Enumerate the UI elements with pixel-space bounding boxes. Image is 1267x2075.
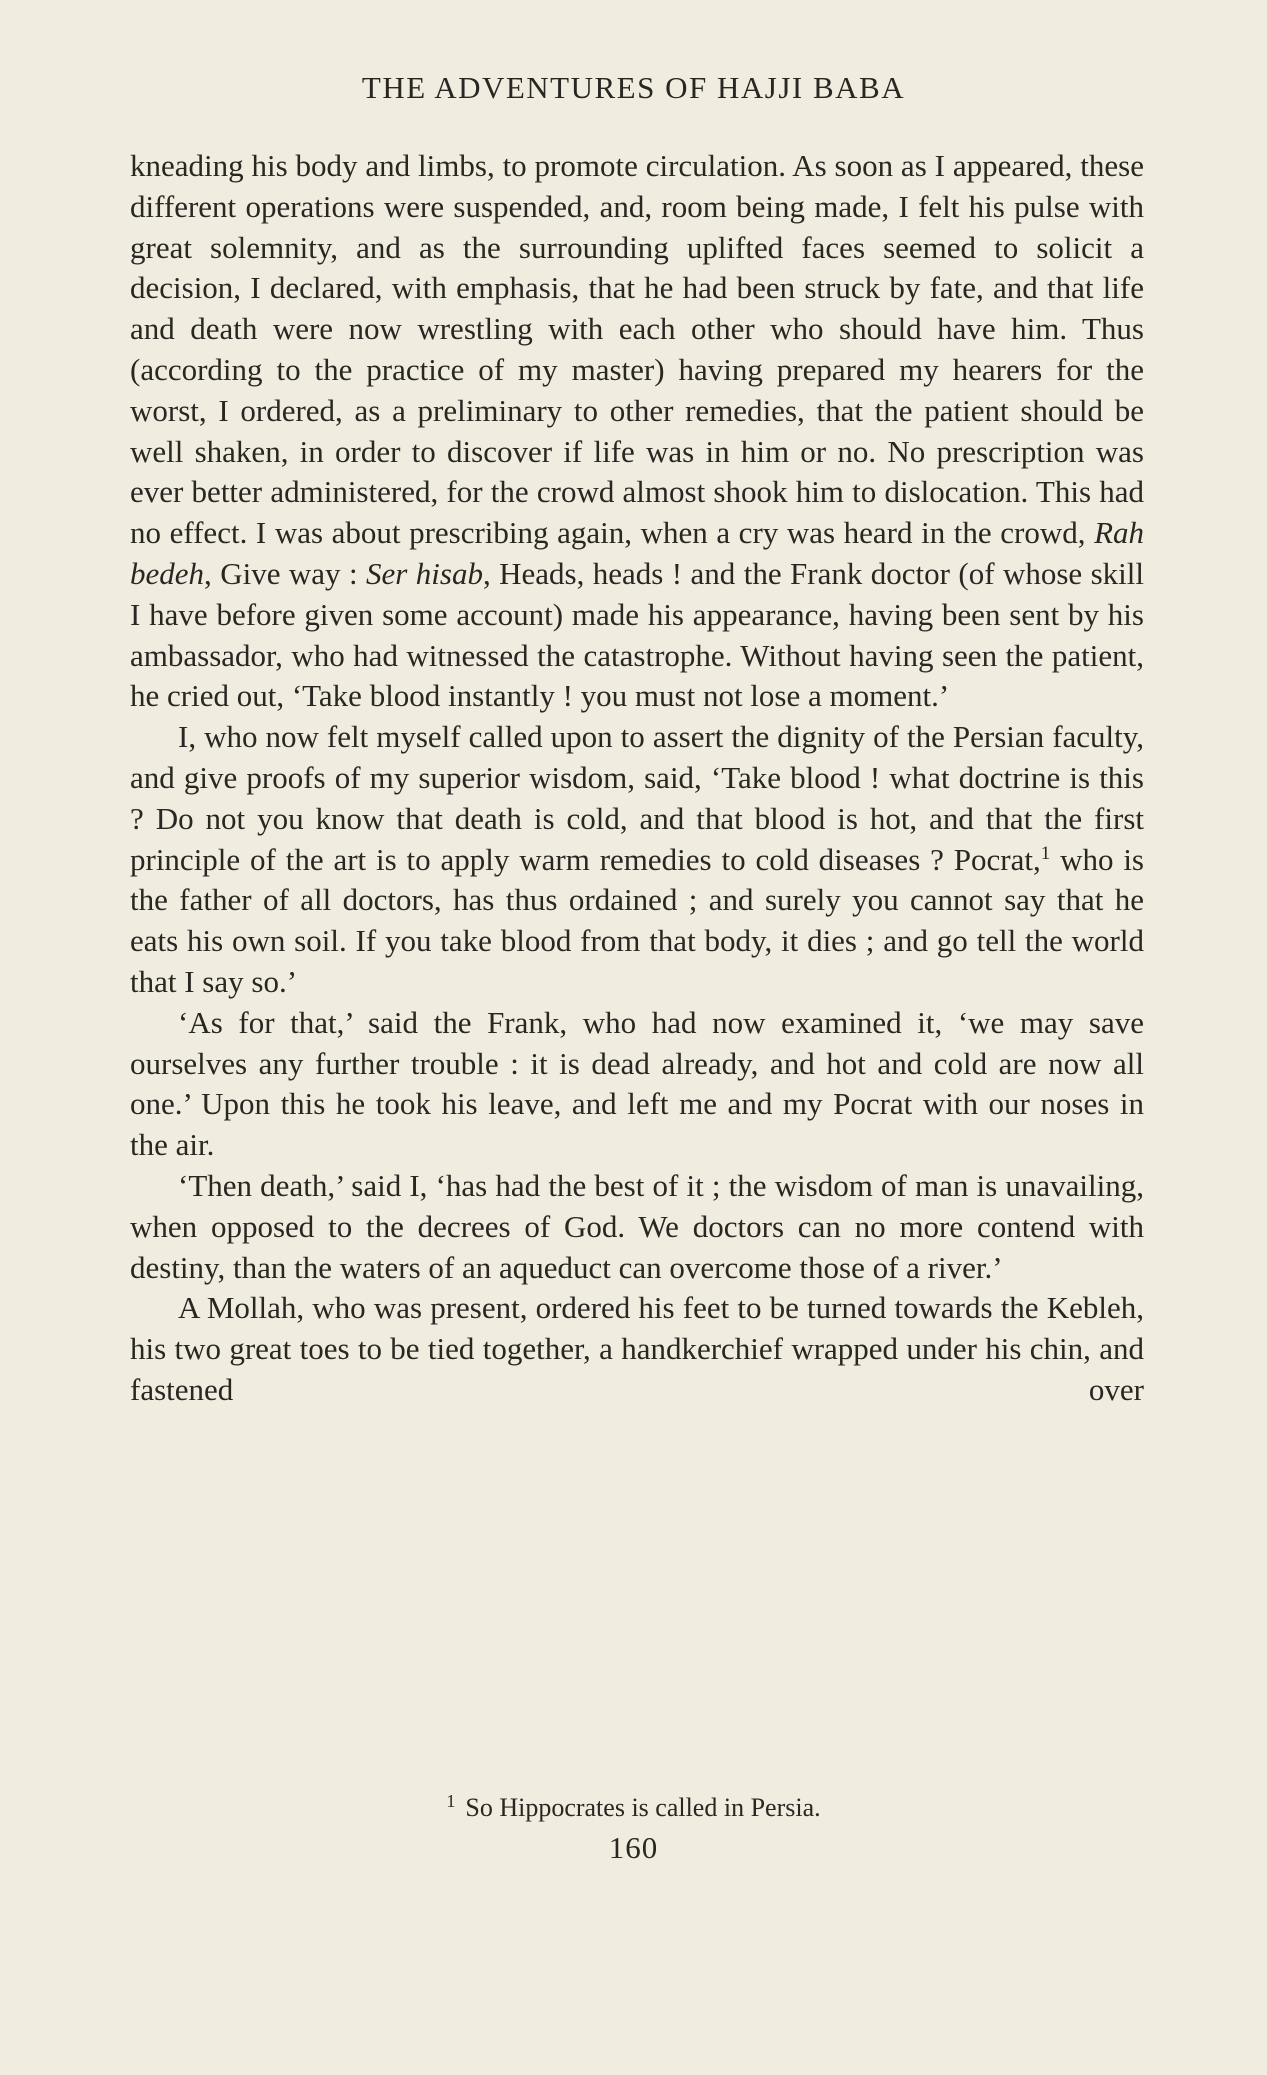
paragraph-1-text-a: kneading his body and limbs, to promote circulation. As soon as I appeared, these different operations were suspended, and, room being made, I felt his pulse with great solemnity, and as the surrounding uplifted faces seemed to solicit a decision, I declared, with emphasis, that he had been struck by fate, and that life and death were now wrestling with each other who should have him. Thus (according to the practice of my master) having prepared my hearers for the worst, I ordered, as a preliminary to other remedies, that the patient should be well shaken, in order to discover if life was in him or no. No prescription was ever better administered, for the crowd almost shook him to dislocation. This had no effect. I was about prescribing again, when a cry was heard in the crowd, — [130, 148, 1144, 551]
paragraph-2 — [130, 717, 1144, 1003]
paragraph-5: A Mollah, who was present, ordered his feet to be turned towards the Kebleh, his two great toes to be tied together, a handkerchief wrapped under his chin, and fastened over — [130, 1290, 1144, 1407]
paragraph-4: ‘Then death,’ said I, ‘has had the best of it ; the wisdom of man is unavailing, when opposed to the decrees of God. We doctors can no more contend with destiny, than the waters of an aqueduct can overcome those of a river.’ — [130, 1167, 1144, 1285]
paragraph-1 — [130, 146, 1144, 717]
footnote — [0, 1793, 1267, 1823]
italic-ser-hisab: Ser hisab — [366, 555, 483, 591]
paragraph-1-text-b: , Give way : — [204, 555, 367, 591]
running-title: THE ADVENTURES OF HAJJI BABA — [361, 70, 906, 105]
footnote-text: So Hippocrates is called in Persia. — [465, 1793, 821, 1822]
paragraph-1-text-c: , Heads, heads ! and the Frank doctor (of whose skill I have before given some account) made his appearance, having been sent by his ambassador, who had witnessed the catastrophe. Without having seen the patient, he cried out, ‘Take blood instantly ! you must not lose a moment.’ — [130, 555, 1144, 714]
footnote-reference: 1 — [1040, 842, 1051, 864]
paragraph-2-text-a: I, who now felt myself called upon to assert the dignity of the Persian faculty, and give proofs of my superior wisdom, said, ‘Take blood ! what doctrine is this ? Do not you know that death is cold, and that blood is hot, and that the first principle of the art is to apply warm remedies to cold diseases ? Pocrat, — [130, 719, 1144, 877]
paragraph-3: ‘As for that,’ said the Frank, who had now examined it, ‘we may save ourselves any further trouble : it is dead already, and hot and cold are now all one.’ Upon this he took his leave, and left me and my Pocrat with our noses in the air. — [130, 1004, 1144, 1163]
italic-rah-bedeh: Rah bedeh — [130, 515, 1144, 591]
footnote-marker: 1 — [446, 1791, 456, 1811]
body-text — [130, 146, 1144, 1411]
page-number: 160 — [608, 1830, 659, 1865]
paragraph-2-text-b: who is the father of all doctors, has thus ordained ; and surely you cannot say that he eats his own soil. If you take blood from that body, it dies ; and go tell the world that I say so.’ — [130, 841, 1144, 999]
